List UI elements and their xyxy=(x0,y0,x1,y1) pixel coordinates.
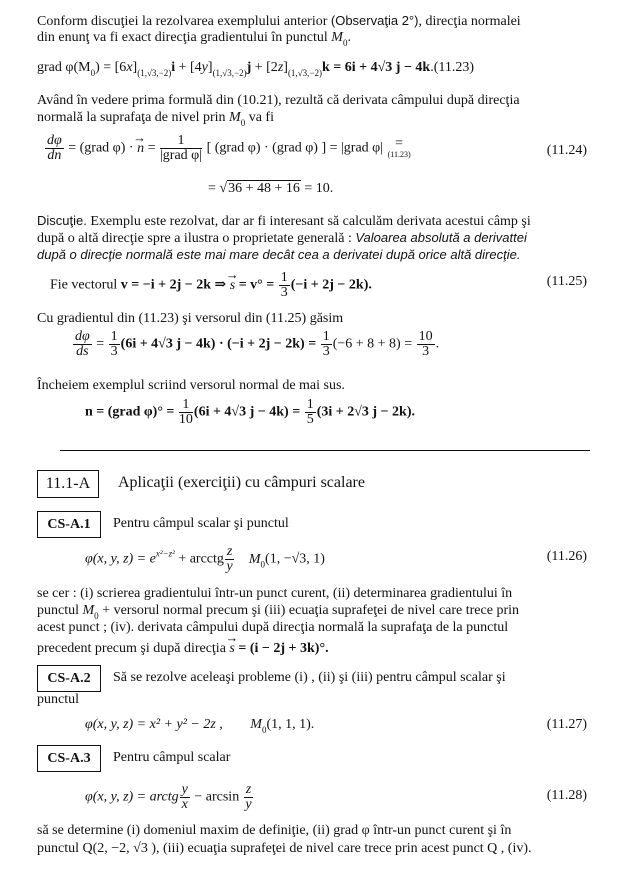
bracket: ] xyxy=(207,60,213,75)
denominator: x xyxy=(181,797,188,812)
numerator: dφ xyxy=(47,133,62,148)
fraction-one-third xyxy=(321,330,332,359)
subscript: (1,√3,−2) xyxy=(287,68,322,78)
section-badge: 11.1-A xyxy=(37,470,99,498)
equation-number-11-28: (11.28) xyxy=(546,788,587,803)
denominator: y xyxy=(226,559,233,574)
denominator: 3 xyxy=(422,344,430,359)
numerator: 1 xyxy=(322,329,330,344)
unit-vector: j xyxy=(246,60,252,75)
eq-part: = (grad φ) · xyxy=(68,140,138,156)
discussion-line-1 xyxy=(37,212,531,230)
eq-part: n = (grad φ)° = xyxy=(85,404,178,420)
equation-number-11-24: (11.24) xyxy=(546,143,587,158)
text: Fie vectorul xyxy=(50,277,121,293)
eq-part: [ (grad φ) · (grad φ) ] = |grad φ| xyxy=(206,140,384,156)
text: . xyxy=(347,30,351,45)
point-symbol: M xyxy=(229,110,241,125)
unit-vector: k xyxy=(321,60,330,75)
point-coords: (1, 1, 1). xyxy=(266,717,315,732)
text: + versorul normal precum şi (iii) ecuaţia suprafeţei de nivel care trece prin xyxy=(98,603,519,618)
cs3-text-line-1: să se determine (i) domeniul maxim de definiţie, (ii) grad φ într-un punct curent şi în xyxy=(37,823,512,838)
point-symbol: M xyxy=(250,717,262,732)
exercise-intro-cs-a3: Pentru câmpul scalar xyxy=(113,750,231,765)
discussion-line-3: după o direcţie normală este mai mare decât cea a derivatei după orice altă direcţie. xyxy=(37,247,521,262)
direction-vector: → s xyxy=(229,640,234,657)
direction-vector: → s xyxy=(230,278,235,294)
bracket: ] xyxy=(283,60,288,75)
exercise-badge-cs-a2: CS-A.2 xyxy=(37,665,101,692)
fraction-one-over-grad xyxy=(160,134,202,163)
para2-line-2 xyxy=(37,109,274,132)
fraction-one-third xyxy=(109,330,120,359)
exercise-badge-cs-a3: CS-A.3 xyxy=(37,745,101,772)
denominator: |grad φ| xyxy=(160,148,203,163)
exercise-intro-cs-a1: Pentru câmpul scalar şi punctul xyxy=(113,516,289,531)
denominator: 3 xyxy=(110,344,118,359)
fraction-one-tenth xyxy=(179,398,193,427)
eq-part: = √ xyxy=(208,181,228,196)
numerator: dφ xyxy=(75,329,90,344)
equation-11-24-line-2 xyxy=(208,181,333,197)
subscript: 0 xyxy=(260,559,266,570)
subscript: 0 xyxy=(90,68,96,78)
text: va fi xyxy=(245,110,274,125)
numerator: y xyxy=(181,782,188,797)
denominator: dn xyxy=(47,148,62,163)
var: x xyxy=(126,60,133,75)
equation-number: .(11.23) xyxy=(430,60,475,75)
text: din enunţ va fi exact direcţia gradientului în punctul xyxy=(37,30,328,45)
fraction-z-over-y xyxy=(244,783,253,812)
denominator: y xyxy=(245,797,252,812)
numerator: 1 xyxy=(306,397,314,412)
cs3-text-line-2: punctul Q(2, −2, √3 ), (iii) ecuaţia suprafeţei de nivel care trece prin acest punct Q , (iv). xyxy=(37,841,532,856)
para4-line-1: Cu gradientul din (11.23) şi versorul din (11.25) găsim xyxy=(37,311,344,326)
exercise-intro-cs-a2-line-2: punctul xyxy=(37,692,79,707)
normal-vector: → n xyxy=(137,141,144,157)
fraction-dphi-ds xyxy=(73,330,92,359)
eq-part: − arcsin xyxy=(190,789,243,805)
subscript: 0 xyxy=(240,118,246,128)
eq-part: + [4 xyxy=(175,60,202,75)
cs1-text-line-3: acest punct ; (iv). derivata câmpului după direcţia normală la suprafaţa de la punctul xyxy=(37,620,509,635)
point-symbol: M xyxy=(248,551,261,567)
fraction-one-third xyxy=(279,271,290,300)
text: punctul xyxy=(37,603,83,618)
equation-number-11-25: (11.25) xyxy=(546,274,587,289)
var: y xyxy=(201,60,208,75)
eq-part: grad φ(M xyxy=(37,60,91,75)
reference: (11.23) xyxy=(387,149,411,159)
discussion-line-2 xyxy=(37,229,527,247)
fraction-one-fifth xyxy=(305,398,316,427)
denominator: 3 xyxy=(280,285,288,300)
numerator: z xyxy=(226,544,233,559)
var: z xyxy=(277,60,284,75)
denominator: 5 xyxy=(306,412,314,427)
text: , direcţia normalei xyxy=(418,14,521,29)
eq-reference xyxy=(387,135,411,160)
point-coords: (1, −√3, 1) xyxy=(265,551,325,567)
bracket: ] xyxy=(132,60,138,75)
intro-line-1 xyxy=(37,12,521,30)
eq-part: + [2 xyxy=(251,60,278,75)
section-divider xyxy=(60,450,590,451)
subscript: (1,√3,−2) xyxy=(137,68,172,78)
numerator: 1 xyxy=(160,134,202,149)
numerator: 10 xyxy=(418,329,433,344)
fraction-dphi-dn xyxy=(45,134,64,163)
denominator: 10 xyxy=(178,412,193,427)
equals: = xyxy=(395,135,404,151)
eq-part: = v° = xyxy=(235,277,278,293)
subscript: 0 xyxy=(342,38,348,48)
text: Conform discuţiei la rezolvarea exemplului anterior xyxy=(37,14,328,29)
eq-part: . xyxy=(435,336,440,352)
equation-11-28 xyxy=(85,783,254,812)
cs1-text-line-4 xyxy=(37,640,329,657)
eq-part: φ(x, y, z) = x² + y² − 2z , xyxy=(85,717,223,732)
equation-11-27 xyxy=(85,717,314,735)
exponent: x²−z² xyxy=(155,548,175,559)
discussion-label: Discuţie. xyxy=(37,213,87,228)
eq-result: = 6i + 4√3 j − 4k xyxy=(329,60,431,75)
exercise-badge-cs-a1: CS-A.1 xyxy=(37,511,101,538)
point-symbol: M xyxy=(82,603,95,618)
equation-11-24 xyxy=(44,134,412,163)
eq-part: (6i + 4√3 j − 4k) = xyxy=(193,404,304,420)
numerator: 1 xyxy=(179,398,193,413)
point-symbol: M xyxy=(331,30,343,45)
eq-part: (6i + 4√3 j − 4k) · (−i + 2j − 2k) = xyxy=(120,336,320,352)
unit-vector: i xyxy=(171,60,176,75)
subscript: 0 xyxy=(261,725,267,735)
eq-part: (−i + 2j − 2k). xyxy=(290,277,372,293)
text: normală la suprafaţa de nivel prin xyxy=(37,110,226,125)
exercise-intro-cs-a2: Să se rezolve aceleaşi probleme (i) , (ii) şi (iii) pentru câmpul scalar şi xyxy=(113,670,506,685)
denominator: 3 xyxy=(322,344,330,359)
equation-11-23 xyxy=(37,59,474,82)
radicand: 36 + 48 + 16 xyxy=(228,181,300,196)
eq-part: (−6 + 8 + 8) = xyxy=(332,336,416,352)
equation-dphi-ds xyxy=(72,330,439,359)
section-title: Aplicaţii (exerciţii) cu câmpuri scalare xyxy=(118,474,365,491)
eq-part: = 10. xyxy=(300,181,334,196)
fraction-y-over-x xyxy=(180,783,190,812)
cs1-text-line-1: se cer : (i) scrierea gradientului într-un punct curent, (ii) determinarea gradientului în xyxy=(37,586,513,601)
equation-number-11-26: (11.26) xyxy=(546,549,587,564)
denominator: ds xyxy=(76,344,89,359)
vector-v: v = −i + 2j − 2k ⇒ xyxy=(120,277,230,293)
text: după o altă direcţie spre a ilustra o proprietate generală : xyxy=(37,231,352,246)
numerator: 1 xyxy=(280,270,288,285)
eq-part: φ(x, y, z) = e xyxy=(85,551,156,567)
numerator: 1 xyxy=(110,329,118,344)
direction-value: = (i − 2j + 3k)°. xyxy=(234,641,329,656)
fraction-z-over-y xyxy=(225,545,234,574)
eq-part: ) = [6 xyxy=(95,60,127,75)
equation-normal-versor xyxy=(85,398,415,427)
equation-11-25 xyxy=(50,271,372,300)
para2-line-1: Având în vedere prima formulă din (10.21), rezultă că derivata câmpului după direcţia xyxy=(37,93,520,108)
numerator: z xyxy=(245,782,252,797)
eq-part: = xyxy=(96,336,108,352)
italic-statement: Valoarea absolută a derivattei xyxy=(355,230,527,245)
equation-number-11-27: (11.27) xyxy=(546,717,587,732)
eq-part: = xyxy=(144,140,159,156)
intro-line-2 xyxy=(37,29,351,52)
observation-ref: (Observaţia 2°) xyxy=(330,13,419,28)
equation-11-26 xyxy=(85,545,325,574)
text: precedent precum şi după direcţia xyxy=(37,641,230,656)
para5-line-1: Încheiem exemplul scriind versorul normal de mai sus. xyxy=(37,378,345,393)
eq-part: + arcctg xyxy=(174,551,224,567)
subscript: (1,√3,−2) xyxy=(212,68,247,78)
eq-part: (3i + 2√3 j − 2k). xyxy=(316,404,415,420)
text: Exemplu este rezolvat, dar ar fi interesant să calculăm derivata acestui câmp şi xyxy=(86,214,531,229)
fraction-ten-thirds xyxy=(417,330,435,359)
eq-part: φ(x, y, z) = arctg xyxy=(85,789,179,805)
subscript: 0 xyxy=(94,611,99,621)
